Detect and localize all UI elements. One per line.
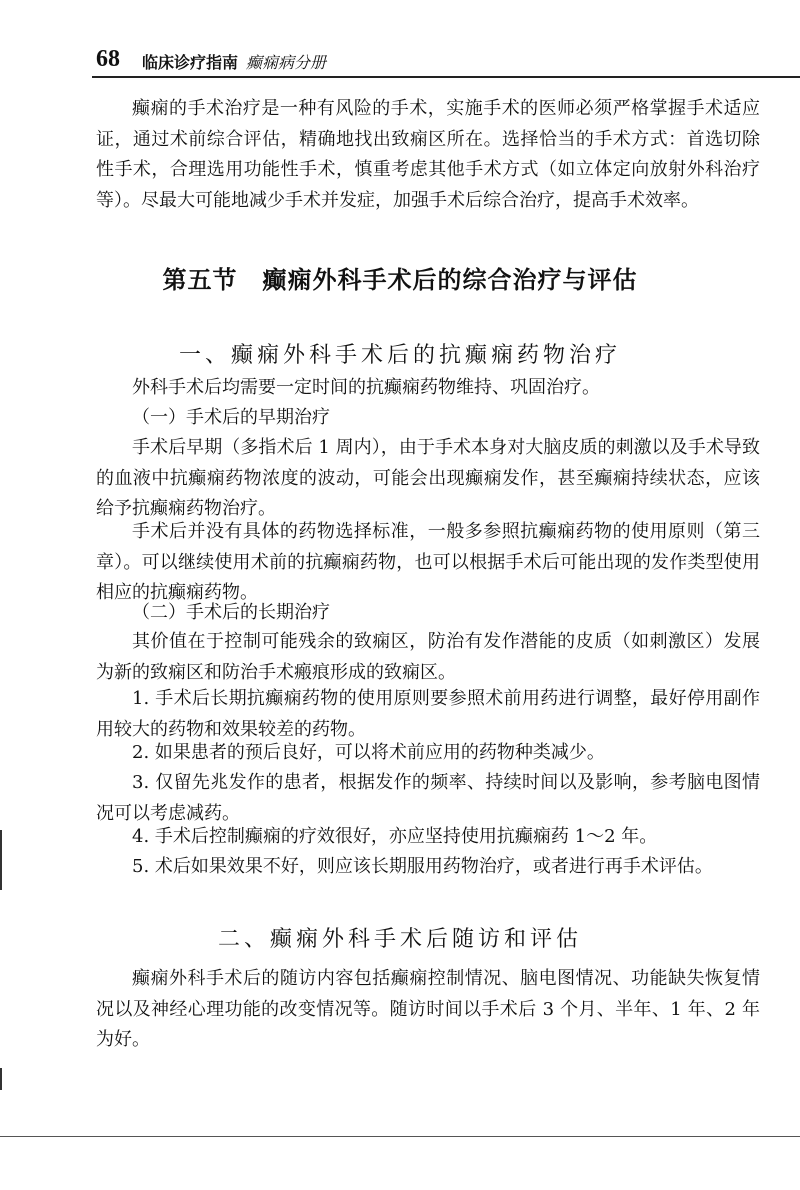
book-title-text: 临床诊疗指南 <box>142 53 239 72</box>
early-paragraph-1: 手术后早期（多指术后 1 周内），由于手术本身对大脑皮质的刺激以及手术导致的血液中抗癫痫药物浓度的波动，可能会出现癫痫发作，甚至癫痫持续状态，应该给予抗癫痫药物治疗。 <box>96 437 760 519</box>
long-paragraph: 其价值在于控制可能残余的致痫区，防治有发作潜能的皮质（如刺激区）发展为新的致痫区和防治手术瘢痕形成的致痫区。 <box>96 631 760 683</box>
list-item: 3. 仅留先兆发作的患者，根据发作的频率、持续时间以及影响，参考脑电图情况可以考虑减药。 <box>96 772 760 824</box>
list-item: 5. 术后如果效果不好，则应该长期服用药物治疗，或者进行再手术评估。 <box>132 856 713 877</box>
bottom-rule <box>0 1136 800 1137</box>
section-title: 第五节 癫痫外科手术后的综合治疗与评估 <box>162 266 638 294</box>
volume-title: 癫痫病分册 <box>246 53 327 72</box>
list-item: 2. 如果患者的预后良好，可以将术前应用的药物种类减少。 <box>132 742 605 763</box>
scan-edge-mark <box>0 1068 2 1090</box>
part2-paragraph: 癫痫外科手术后的随访内容包括癫痫控制情况、脑电图情况、功能缺失恢复情况以及神经心理功能的改变情况等。随访时间以手术后 3 个月、半年、1 年、2 年为好。 <box>96 968 760 1050</box>
long-heading: （二）手术后的长期治疗 <box>132 602 330 623</box>
book-title <box>142 50 326 73</box>
part1-heading: 一、癫痫外科手术后的抗癫痫药物治疗 <box>178 343 621 368</box>
page-number: 68 <box>96 46 120 72</box>
early-heading: （一）手术后的早期治疗 <box>132 407 330 428</box>
scan-edge-mark <box>0 830 2 890</box>
header-rule <box>92 76 800 78</box>
early-paragraph-2: 手术后并没有具体的药物选择标准，一般多参照抗癫痫药物的使用原则（第三章）。可以继续使用术前的抗癫痫药物，也可以根据手术后可能出现的发作类型使用相应的抗癫痫药物。 <box>96 521 760 603</box>
intro-paragraph: 癫痫的手术治疗是一种有风险的手术，实施手术的医师必须严格掌握手术适应证，通过术前综合评估，精确地找出致痫区所在。选择恰当的手术方式：首选切除性手术，合理选用功能性手术，慎重考虑其他手术方式（如立体定向放射外科治疗等）。尽最大可能地减少手术并发症，加强手术后综合治疗，提高手术效率。 <box>96 98 760 211</box>
running-header <box>96 46 776 86</box>
list-item: 4. 手术后控制癫痫的疗效很好，亦应坚持使用抗癫痫药 1～2 年。 <box>132 826 658 847</box>
part1-lead: 外科手术后均需要一定时间的抗癫痫药物维持、巩固治疗。 <box>132 377 600 398</box>
list-item: 1. 手术后长期抗癫痫药物的使用原则要参照术前用药进行调整，最好停用副作用较大的药物和效果较差的药物。 <box>96 688 760 740</box>
part2-heading: 二、癫痫外科手术后随访和评估 <box>217 927 582 952</box>
